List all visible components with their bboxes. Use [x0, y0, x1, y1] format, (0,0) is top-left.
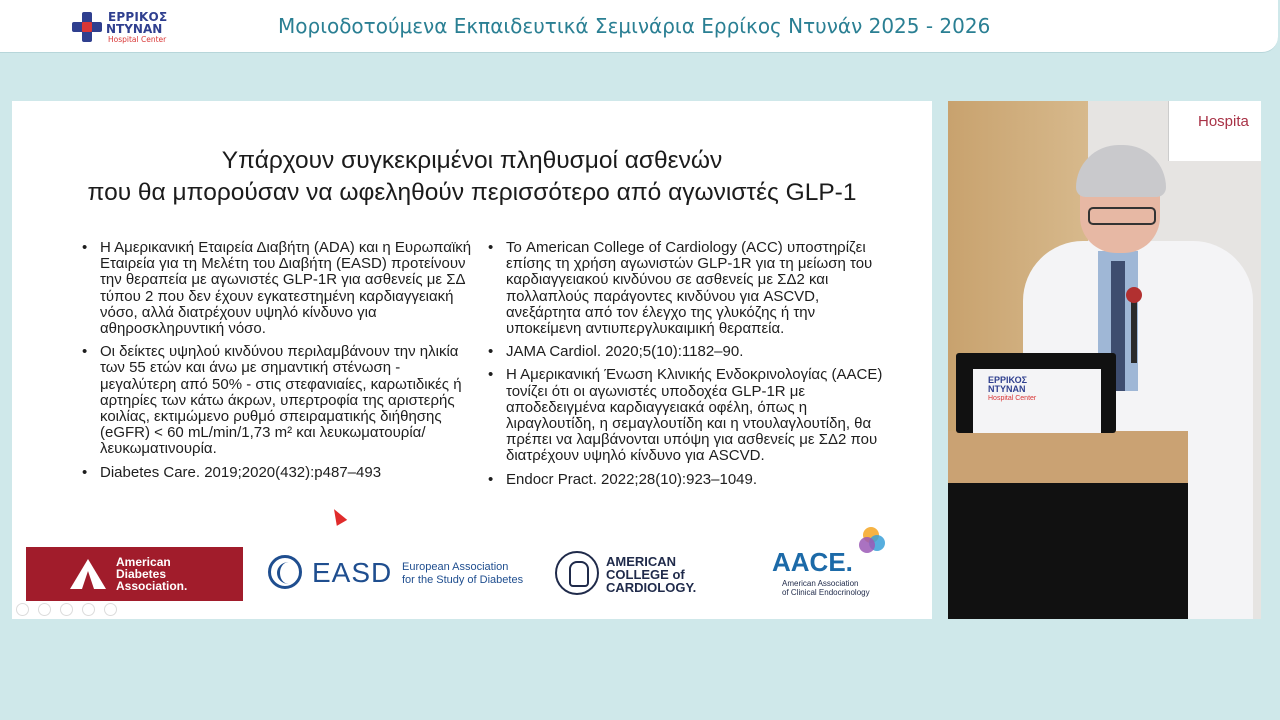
list-item: • Η Αμερικανική Ένωση Κλινικής Ενδοκρινολογίας (AACE) τονίζει ότι οι αγωνιστές υποδοχέα GLP-1R με αποδεδειγμένα καρδιαγγειακά οφέλη, όπως η λιραγλουτίδη, η σεμαγλουτίδη και η ντουλαγλουτίδη, θα πρέπει να λαμβάνονται υπόψη για ασθενείς με ΣΔ2 που διατρέχουν υψηλό κίνδυνο για ASCVD. — [486, 367, 886, 464]
zoom-icon[interactable] — [104, 603, 117, 616]
cross-icon — [72, 12, 102, 42]
slides-icon[interactable] — [82, 603, 95, 616]
list-item: • Diabetes Care. 2019;2020(432):p487–493 — [80, 465, 480, 481]
logo-line1: ΕΡΡΙΚΟΣ — [108, 10, 168, 24]
wall-sign-text: Hospita — [1198, 113, 1249, 130]
podium-logo-line3: Hospital Center — [988, 395, 1037, 402]
list-item: • JAMA Cardiol. 2020;5(10):1182–90. — [486, 344, 886, 360]
speaker-video — [948, 101, 1261, 619]
podium-logo-line2: ΝΤΥΝΑΝ — [988, 384, 1026, 394]
seminar-title: Μοριοδοτούμενα Εκπαιδευτικά Σεμινάρια Ερρίκος Ντυνάν 2025 - 2026 — [278, 14, 991, 38]
ada-logo — [26, 547, 243, 601]
laser-pointer-icon — [329, 506, 347, 526]
acc-line3: CARDIOLOGY. — [606, 580, 697, 595]
logo-line3: Hospital Center — [108, 35, 167, 44]
lectern-front-panel — [948, 483, 1188, 619]
slide-title-line2: που θα μπορούσαν να ωφεληθούν περισσότερο από αγωνιστές GLP-1 — [87, 179, 857, 206]
easd-sub-line1: European Association — [402, 561, 509, 573]
header-bar — [0, 0, 1278, 53]
wall-sign — [1168, 101, 1261, 161]
list-item: • Endocr Pract. 2022;28(10):923–1049. — [486, 472, 886, 488]
podium-logo — [988, 376, 1036, 403]
left-column — [80, 240, 480, 488]
ada-line3: Association. — [116, 579, 188, 593]
aace-logo-name: AACE. — [772, 547, 853, 577]
easd-logo-subtitle — [402, 561, 523, 587]
hospital-logo — [70, 10, 180, 46]
slide-title — [12, 145, 932, 209]
ada-line1: American — [116, 555, 171, 569]
presentation-slide — [12, 101, 932, 619]
glasses-icon — [1088, 207, 1156, 225]
prev-slide-icon[interactable] — [16, 603, 29, 616]
next-slide-icon[interactable] — [38, 603, 51, 616]
right-column — [486, 240, 886, 495]
ada-line2: Diabetes — [116, 567, 167, 581]
aace-flower-icon — [855, 527, 885, 557]
microphone-icon — [1131, 293, 1137, 363]
organization-logos — [12, 547, 932, 607]
list-item: • Το American College of Cardiology (ACC) υποστηρίζει επίσης τη χρήση αγωνιστών GLP-1R για τη μείωση του καρδιαγγειακού κινδύνου σε ασθενείς με ΣΔ2 και πολλαπλούς παράγοντες κινδύνου για ASCVD, ανεξάρτητα από τον έλεγχο της γλυκόζης ή την υποκείμενη αντιυπεργλυκαιμική θεραπεία. — [486, 240, 886, 337]
podium-logo-line1: ΕΡΡΙΚΟΣ — [988, 375, 1027, 385]
acc-logo-name — [606, 555, 696, 594]
aace-sub-line1: American Association — [782, 579, 859, 588]
acc-line2: COLLEGE of — [606, 567, 685, 582]
logo-line2: ΝΤΥΝΑΝ — [106, 22, 163, 36]
aace-logo-subtitle — [782, 579, 870, 597]
acc-line1: AMERICAN — [606, 554, 677, 569]
list-item: • Οι δείκτες υψηλού κινδύνου περιλαμβάνουν την ηλικία των 55 ετών και άνω με σημαντική στένωση - μεγαλύτερη από 50% - στις στεφανιαίες, καρωτιδικές ή αρτηρίες των κάτω άκρων, υπερτροφία της αριστερής κοιλίας, εκτιμώμενο ρυθμό σπειραματικής διήθησης (eGFR) < 60 mL/min/1,73 m² και λευκωματουρία/λευκωματινουρία. — [80, 344, 480, 457]
slide-controls[interactable] — [16, 601, 121, 615]
easd-ring-icon — [268, 555, 302, 589]
aace-sub-line2: of Clinical Endocrinology — [782, 588, 870, 597]
list-item: • Η Αμερικανική Εταιρεία Διαβήτη (ADA) και η Ευρωπαϊκή Εταιρεία για τη Μελέτη του Διαβήτη (EASD) προτείνουν την θεραπεία με αγωνιστές GLP-1R για ασθενείς με ΣΔ τύπου 2 που δεν έχουν εγκατεστημένη καρδιαγγειακή νόσο, αλλά διατρέχουν υψηλό κίνδυνο για αθηροσκληρυντική νόσο. — [80, 240, 480, 337]
pen-icon[interactable] — [60, 603, 73, 616]
easd-sub-line2: for the Study of Diabetes — [402, 574, 524, 586]
acc-seal-icon — [555, 551, 599, 595]
slide-title-line1: Υπάρχουν συγκεκριμένοι πληθυσμοί ασθενών — [221, 147, 723, 174]
easd-logo-name: EASD — [312, 557, 393, 588]
ada-triangle-icon — [70, 559, 106, 589]
